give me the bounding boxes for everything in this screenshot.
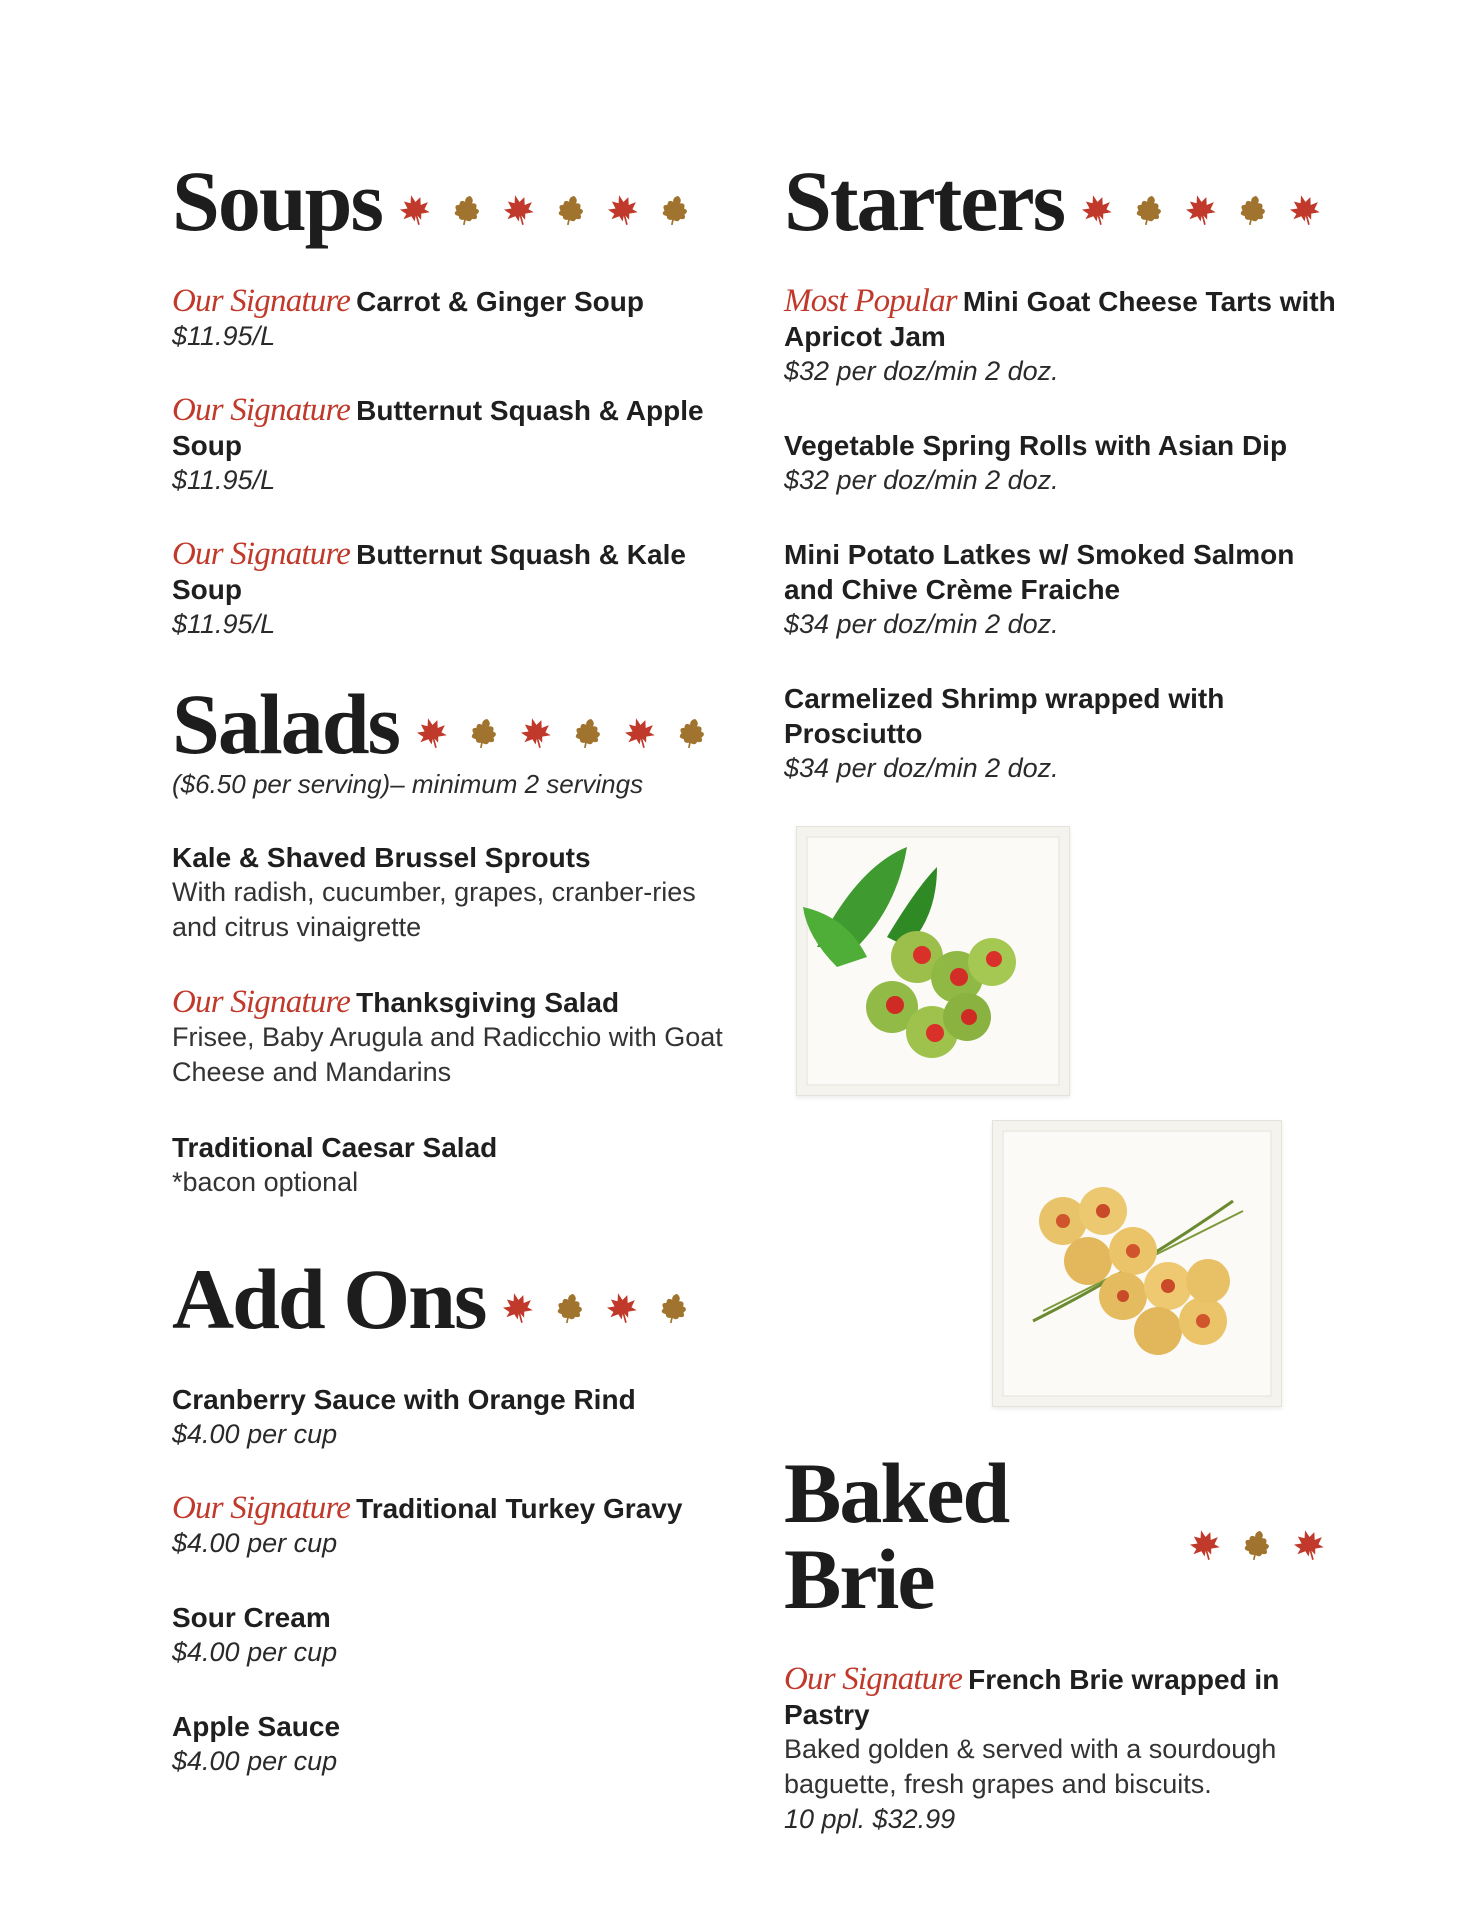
section-header <box>172 1251 732 1347</box>
baked-brie-title: Baked Brie <box>784 1445 1009 1627</box>
menu-item <box>172 1709 732 1778</box>
item-price: $32 per doz/min 2 doz. <box>784 356 1059 386</box>
maple-leaf-icon <box>394 189 436 231</box>
item-name: Our Signature Traditional Turkey Gravy <box>172 1490 683 1526</box>
item-price: $34 per doz/min 2 doz. <box>784 753 1059 783</box>
signature-tag: Our Signature <box>172 392 351 428</box>
menu-item <box>784 1662 1344 1836</box>
section-header <box>784 1445 1344 1627</box>
item-description: Frisee, Baby Arugula and Radicchio with Goat Cheese and Mandarins <box>172 1022 723 1087</box>
maple-leaf-icon <box>1288 1524 1330 1566</box>
soups-title: Soups <box>172 153 382 249</box>
item-name: Carmelized Shrimp wrapped with Prosciutto <box>784 683 1225 749</box>
item-description: Baked golden & served with a sourdough baguette, fresh grapes and biscuits. <box>784 1734 1277 1799</box>
item-price: 10 ppl. $32.99 <box>784 1804 956 1834</box>
goat-cheese-tarts-photo <box>796 826 1070 1096</box>
item-price: $4.00 per cup <box>172 1746 338 1776</box>
shrimp-prosciutto-photo <box>992 1120 1282 1407</box>
item-name: Sour Cream <box>172 1602 331 1633</box>
addons-title: Add Ons <box>172 1251 486 1347</box>
item-price: $32 per doz/min 2 doz. <box>784 465 1059 495</box>
menu-item <box>172 1382 732 1451</box>
item-name: Kale & Shaved Brussel Sprouts <box>172 842 591 873</box>
oak-leaf-icon <box>550 1288 590 1328</box>
starters-title: Starters <box>784 153 1065 249</box>
left-column <box>172 153 732 1778</box>
maple-leaf-icon <box>411 712 453 754</box>
baked-brie-section <box>784 1445 1344 1836</box>
item-name: Cranberry Sauce with Orange Rind <box>172 1384 636 1415</box>
section-header <box>172 676 732 772</box>
menu-item <box>172 1130 732 1200</box>
oak-leaf-icon <box>1129 190 1169 230</box>
oak-leaf-icon <box>655 190 695 230</box>
leaf-row <box>501 1291 709 1325</box>
addons-section <box>172 1251 732 1778</box>
right-column <box>784 153 1344 785</box>
tarts-illustration <box>797 827 1069 1095</box>
leaf-row <box>1188 1528 1344 1562</box>
item-price: $11.95/L <box>172 321 276 351</box>
menu-item <box>172 393 732 497</box>
maple-leaf-icon <box>1180 189 1222 231</box>
leaf-row <box>1080 193 1340 227</box>
item-price: $11.95/L <box>172 465 276 495</box>
item-name: Our Signature French Brie wrapped in Pastry <box>784 1661 1280 1730</box>
item-name: Our Signature Thanksgiving Salad <box>172 984 620 1020</box>
maple-leaf-icon <box>1284 189 1326 231</box>
oak-leaf-icon <box>447 190 487 230</box>
item-price: $34 per doz/min 2 doz. <box>784 609 1059 639</box>
item-name: Our Signature Butternut Squash & Kale Soup <box>172 536 686 605</box>
oak-leaf-icon <box>672 713 712 753</box>
section-header <box>784 153 1344 249</box>
menu-item <box>172 1600 732 1669</box>
oak-leaf-icon <box>1237 1525 1277 1565</box>
menu-item <box>172 1491 732 1560</box>
oak-leaf-icon <box>654 1288 694 1328</box>
leaf-row <box>398 193 710 227</box>
maple-leaf-icon <box>602 1287 644 1329</box>
item-name: Mini Potato Latkes w/ Smoked Salmon and Chive Crème Fraiche <box>784 539 1295 605</box>
item-price: $4.00 per cup <box>172 1528 338 1558</box>
item-name: Our Signature Carrot & Ginger Soup <box>172 283 644 319</box>
starters-section <box>784 153 1344 785</box>
maple-leaf-icon <box>1076 189 1118 231</box>
item-name: Traditional Caesar Salad <box>172 1132 498 1163</box>
item-description: With radish, cucumber, grapes, cranber-ries and citrus vinaigrette <box>172 877 696 942</box>
item-name: Our Signature Butternut Squash & Apple Soup <box>172 392 704 461</box>
menu-item <box>172 985 732 1090</box>
section-header <box>172 153 732 249</box>
signature-tag: Our Signature <box>172 536 351 572</box>
item-description: *bacon optional <box>172 1167 359 1197</box>
salads-subtitle: ($6.50 per serving)– minimum 2 servings <box>172 769 644 799</box>
menu-item <box>784 428 1344 497</box>
maple-leaf-icon <box>515 712 557 754</box>
maple-leaf-icon <box>619 712 661 754</box>
maple-leaf-icon <box>498 1287 540 1329</box>
oak-leaf-icon <box>464 713 504 753</box>
item-price: $4.00 per cup <box>172 1637 338 1667</box>
signature-tag: Our Signature <box>172 984 351 1020</box>
leaf-row <box>415 716 727 750</box>
menu-item <box>172 840 732 945</box>
oak-leaf-icon <box>551 190 591 230</box>
soups-section <box>172 153 732 641</box>
menu-item <box>784 537 1344 641</box>
salads-section <box>172 676 732 1200</box>
item-price: $4.00 per cup <box>172 1419 338 1449</box>
item-name: Most Popular Mini Goat Cheese Tarts with Apricot Jam <box>784 283 1336 352</box>
signature-tag: Our Signature <box>172 283 351 319</box>
shrimp-illustration <box>993 1121 1281 1406</box>
most-popular-tag: Most Popular <box>784 283 957 319</box>
menu-item <box>784 681 1344 785</box>
maple-leaf-icon <box>498 189 540 231</box>
oak-leaf-icon <box>1233 190 1273 230</box>
item-name: Vegetable Spring Rolls with Asian Dip <box>784 430 1288 461</box>
menu-item <box>172 537 732 641</box>
maple-leaf-icon <box>602 189 644 231</box>
oak-leaf-icon <box>568 713 608 753</box>
salads-title: Salads <box>172 676 400 772</box>
item-price: $11.95/L <box>172 609 276 639</box>
menu-item <box>784 284 1344 388</box>
signature-tag: Our Signature <box>172 1490 351 1526</box>
item-name: Apple Sauce <box>172 1711 341 1742</box>
menu-item <box>172 284 732 353</box>
maple-leaf-icon <box>1184 1524 1226 1566</box>
signature-tag: Our Signature <box>784 1661 963 1697</box>
